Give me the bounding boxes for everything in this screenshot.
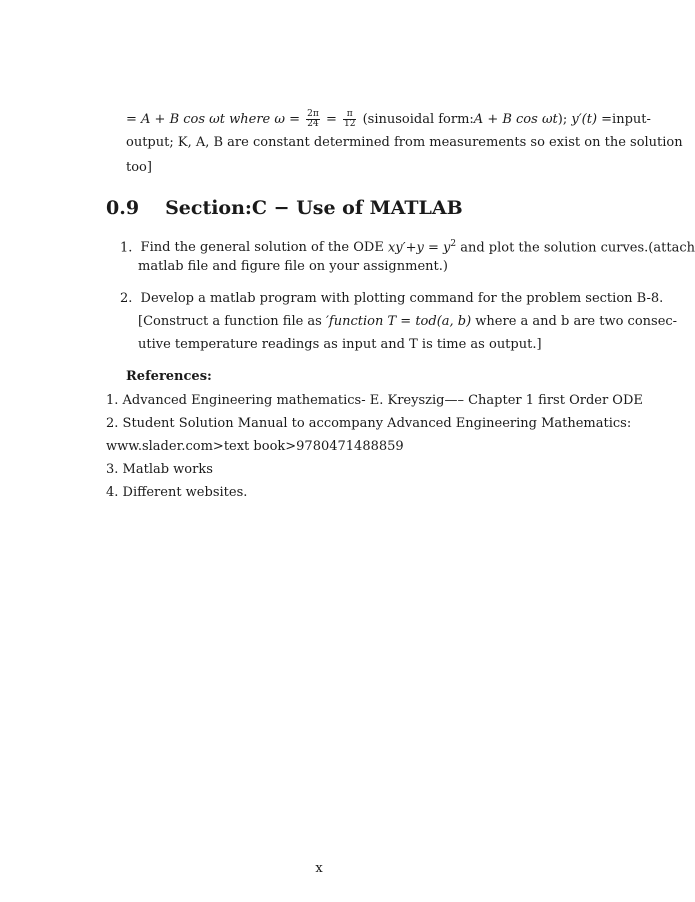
item-2-text-b: where a and b are two consec- [471,314,678,329]
intro-fraction-1 [306,110,320,129]
item-2-code: ′function T = tod(a, b) [325,314,472,329]
item-2-text: Develop a matlab program with plotting command for the problem section B-8. [140,291,664,306]
item-2-line-3: utive temperature readings as input and T is time as output.] [138,337,542,352]
item-1-line-1 [120,236,695,256]
intro-eq-b: = [284,112,305,127]
fraction-2-denominator: 12 [343,119,356,129]
intro-omega: ω [274,112,285,127]
page-number: x [315,861,323,876]
intro-text-1: (sinusoidal form: [358,112,474,127]
item-1-marker: 1. [120,240,133,256]
item-2-line-2 [138,314,677,330]
reference-4: 4. Different websites. [106,485,248,500]
reference-1: 1. Advanced Engineering mathematics- E. Kreyszig—– Chapter 1 first Order ODE [106,393,643,408]
item-2-text-a: [Construct a function file as [138,314,326,329]
item-1-line-2: matlab file and figure file on your assignment.) [138,259,448,274]
item-1-equation: xy′+y = y [387,240,451,256]
reference-3: 3. Matlab works [106,462,213,477]
fraction-2-numerator: π [343,110,356,120]
intro-line-2: output; K, A, B are constant determined from measurements so exist on the solution [126,135,683,150]
references-heading: References: [126,369,212,384]
item-1-text-b: and plot the solution curves.(attach [456,240,695,256]
section-number: 0.9 [106,197,140,219]
intro-line-1 [126,110,651,129]
item-2-marker: 2. [120,291,133,306]
intro-eq-a: = [126,112,142,127]
section-heading [106,197,463,219]
fraction-1-numerator: 2π [307,109,319,119]
intro-expr-3: y′(t) [571,112,598,127]
intro-text-3: =input- [597,112,651,127]
reference-2: 2. Student Solution Manual to accompany Advanced Engineering Mathematics: [106,416,632,431]
fraction-1-denominator: 24 [307,119,319,129]
intro-eq-c: = [321,112,341,127]
intro-expr-2: A + B cos ωt [473,112,558,127]
intro-line-3: too] [126,160,152,175]
item-1-text-a: Find the general solution of the ODE [140,240,388,256]
item-2-line-1 [120,291,663,307]
reference-2-url: www.slader.com>text book>9780471488859 [106,439,404,454]
intro-expr-1: A + B cos ωt [141,112,225,127]
intro-where: where [225,112,275,127]
item-1-exponent: 2 [450,239,457,249]
intro-fraction-2 [343,110,356,129]
section-title: Section:C − Use of MATLAB [165,197,463,219]
intro-text-2: ); [557,112,572,127]
